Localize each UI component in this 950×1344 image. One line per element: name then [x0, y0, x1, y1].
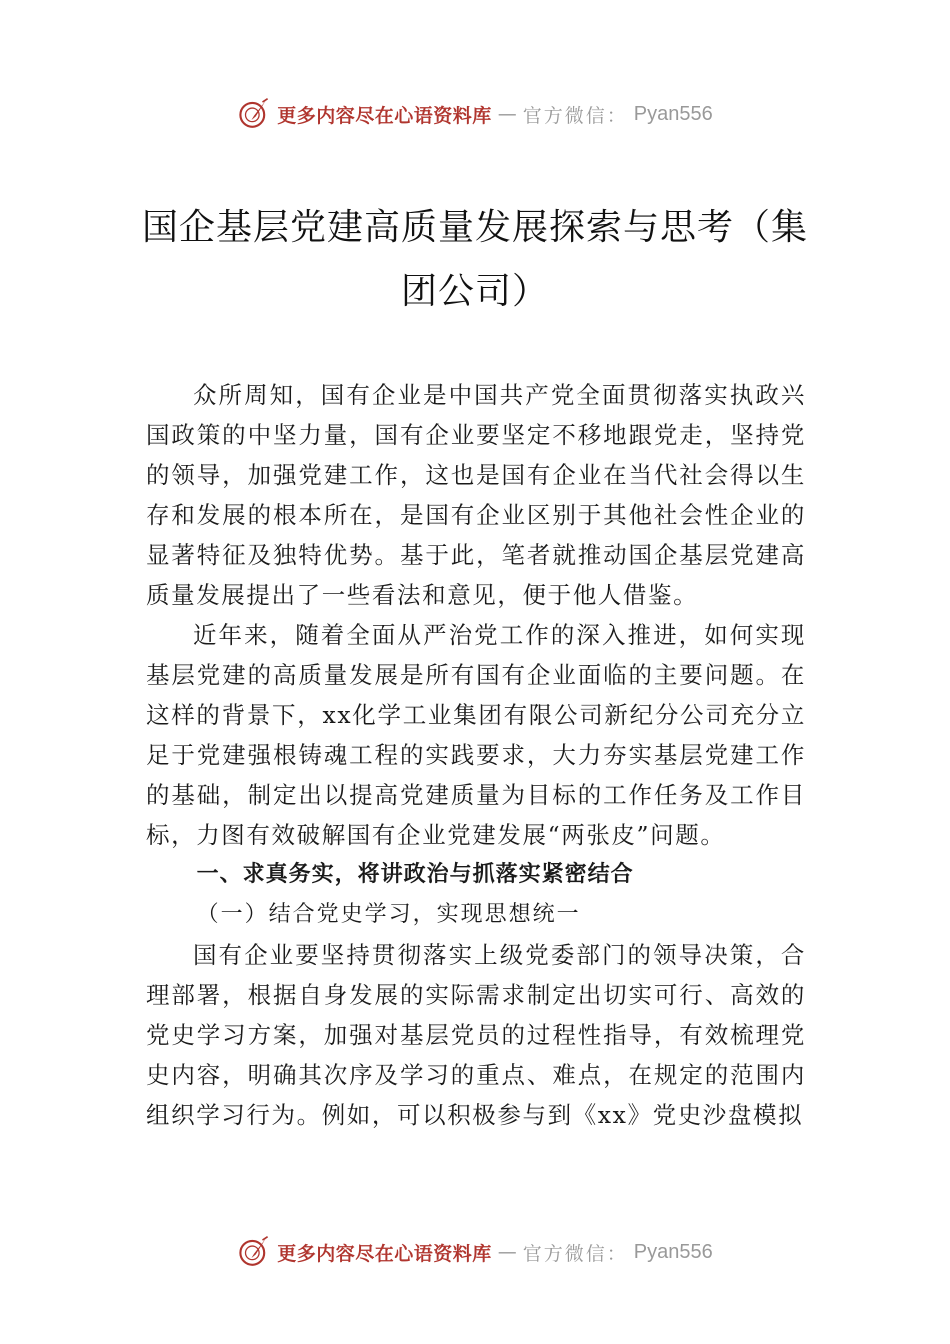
- body-paragraph-1: 众所周知，国有企业是中国共产党全面贯彻落实执政兴国政策的中坚力量，国有企业要坚定不移地跟党走，坚持党的领导，加强党建工作，这也是国有企业在当代社会得以生存和发展的根本所在，是国有企业区别于其他社会性企业的显著特征及独特优势。基于此，笔者就推动国企基层党建高质量发展提出了一些看法和意见，便于他人借鉴。: [146, 381, 806, 609]
- title-line-2: 团公司）: [400, 271, 549, 312]
- watermark-label: 官方微信：: [522, 1242, 628, 1265]
- quill-circle-logo-icon: [237, 1235, 271, 1269]
- watermark-main-text: 更多内容尽在心语资料库: [277, 1242, 492, 1265]
- footer-watermark: [0, 1232, 950, 1272]
- watermark-wechat-id: Pyan556: [633, 102, 713, 125]
- title-line-1: 国企基层党建高质量发展探索与思考（集: [141, 207, 808, 248]
- watermark-label: 官方微信：: [522, 104, 628, 127]
- header-watermark: [0, 94, 950, 134]
- quill-circle-logo-icon: [237, 97, 271, 131]
- document-title: [140, 196, 810, 324]
- body-paragraph-2: 近年来，随着全面从严治党工作的深入推进，如何实现基层党建的高质量发展是所有国有企业面临的主要问题。在这样的背景下，xx化学工业集团有限公司新纪分公司充分立足于党建强根铸魂工程的实践要求，大力夯实基层党建工作的基础，制定出以提高党建质量为目标的工作任务及工作目标，力图有效破解国有企业党建发展“两张皮”问题。: [146, 621, 806, 849]
- subsection-heading-1: （一）结合党史学习，实现思想统一: [196, 902, 581, 927]
- watermark-main-text: 更多内容尽在心语资料库: [277, 104, 492, 127]
- watermark-wechat-id: Pyan556: [633, 1240, 713, 1263]
- watermark-separator: —: [497, 103, 517, 125]
- document-body: [146, 375, 806, 1135]
- watermark-separator: —: [497, 1241, 517, 1263]
- body-paragraph-3: 国有企业要坚持贯彻落实上级党委部门的领导决策，合理部署，根据自身发展的实际需求制定出切实可行、高效的党史学习方案，加强对基层党员的过程性指导，有效梳理党史内容，明确其次序及学习的重点、难点，在规定的范围内组织学习行为。例如，可以积极参与到《xx》党史沙盘模拟: [146, 941, 806, 1129]
- section-heading-1: 一、求真务实，将讲政治与抓落实紧密结合: [196, 862, 634, 887]
